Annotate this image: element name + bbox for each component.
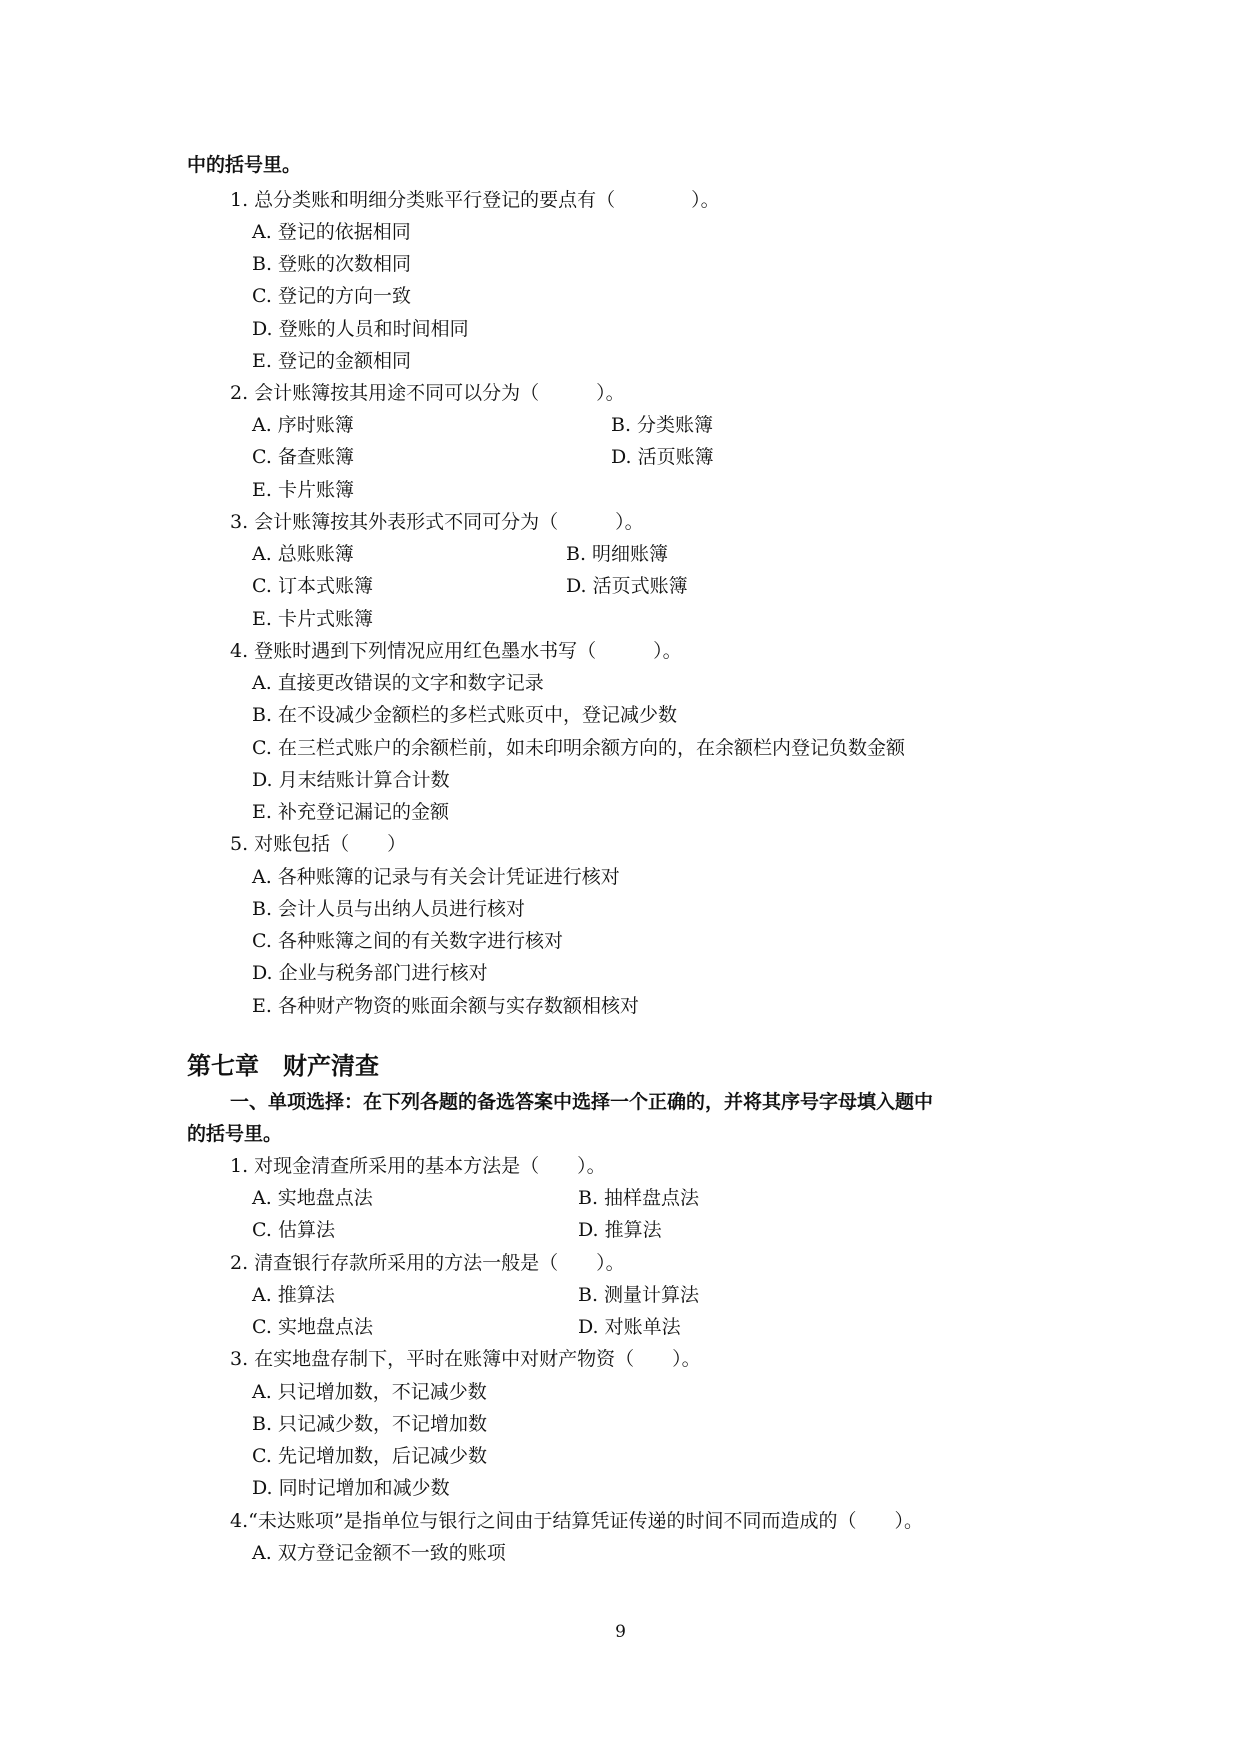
option: E. 各种财产物资的账面余额与实存数额相核对: [252, 995, 639, 1017]
question-stem: 5. 对账包括（ ）: [230, 833, 407, 855]
option: E. 卡片账簿: [252, 479, 354, 501]
option: C. 实地盘点法: [252, 1316, 373, 1338]
option: A. 各种账簿的记录与有关会计凭证进行核对: [252, 866, 620, 888]
question-stem: 3. 会计账簿按其外表形式不同可分为（ ）。: [230, 511, 644, 533]
option: B. 测量计算法: [578, 1284, 700, 1306]
option: D. 对账单法: [578, 1316, 681, 1338]
option: C. 先记增加数，后记减少数: [252, 1445, 487, 1467]
option: D. 登账的人员和时间相同: [252, 318, 469, 340]
question-stem: 4. 登账时遇到下列情况应用红色墨水书写（ ）。: [230, 640, 682, 662]
option: A. 只记增加数，不记减少数: [252, 1381, 487, 1403]
option: A. 登记的依据相同: [252, 221, 411, 243]
page-number: 9: [615, 1622, 626, 1642]
option: B. 分类账簿: [611, 414, 714, 436]
option: C. 备查账簿: [252, 446, 354, 468]
intro-tail: 中的括号里。: [187, 154, 302, 176]
option: A. 实地盘点法: [252, 1187, 373, 1209]
option: A. 序时账簿: [252, 414, 354, 436]
question-stem: 1. 总分类账和明细分类账平行登记的要点有（ ）。: [230, 189, 720, 211]
question-stem: 2. 会计账簿按其用途不同可以分为（ ）。: [230, 382, 625, 404]
question-stem: 2. 清查银行存款所采用的方法一般是（ ）。: [230, 1252, 625, 1274]
question-stem: 3. 在实地盘存制下，平时在账簿中对财产物资（ ）。: [230, 1348, 701, 1370]
option: E. 登记的金额相同: [252, 350, 411, 372]
option: E. 补充登记漏记的金额: [252, 801, 449, 823]
option: B. 登账的次数相同: [252, 253, 412, 275]
option: A. 直接更改错误的文字和数字记录: [252, 672, 544, 694]
option: B. 只记减少数，不记增加数: [252, 1413, 488, 1435]
chapter-title: 第七章 财产清查: [187, 1052, 379, 1080]
question-stem: 4.“未达账项”是指单位与银行之间由于结算凭证传递的时间不同而造成的（ ）。: [230, 1510, 924, 1532]
option: D. 推算法: [578, 1219, 662, 1241]
option: C. 在三栏式账户的余额栏前，如未印明余额方向的，在余额栏内登记负数金额: [252, 737, 905, 759]
option: A. 推算法: [252, 1284, 335, 1306]
option: D. 月末结账计算合计数: [252, 769, 450, 791]
option: D. 企业与税务部门进行核对: [252, 962, 488, 984]
option: D. 活页账簿: [611, 446, 714, 468]
section-heading-continued: 的括号里。: [187, 1123, 283, 1145]
option: C. 各种账簿之间的有关数字进行核对: [252, 930, 563, 952]
option: C. 登记的方向一致: [252, 285, 411, 307]
option: B. 抽样盘点法: [578, 1187, 700, 1209]
option: A. 总账账簿: [252, 543, 354, 565]
question-stem: 1. 对现金清查所采用的基本方法是（ ）。: [230, 1155, 606, 1177]
option: C. 估算法: [252, 1219, 335, 1241]
section-heading: 一、单项选择：在下列各题的备选答案中选择一个正确的，并将其序号字母填入题中: [230, 1091, 934, 1113]
option: C. 订本式账簿: [252, 575, 373, 597]
option: B. 会计人员与出纳人员进行核对: [252, 898, 526, 920]
option: E. 卡片式账簿: [252, 608, 373, 630]
option: B. 在不设减少金额栏的多栏式账页中，登记减少数: [252, 704, 678, 726]
option: D. 活页式账簿: [566, 575, 688, 597]
option: D. 同时记增加和减少数: [252, 1477, 450, 1499]
option: B. 明细账簿: [566, 543, 669, 565]
option: A. 双方登记金额不一致的账项: [252, 1542, 506, 1564]
